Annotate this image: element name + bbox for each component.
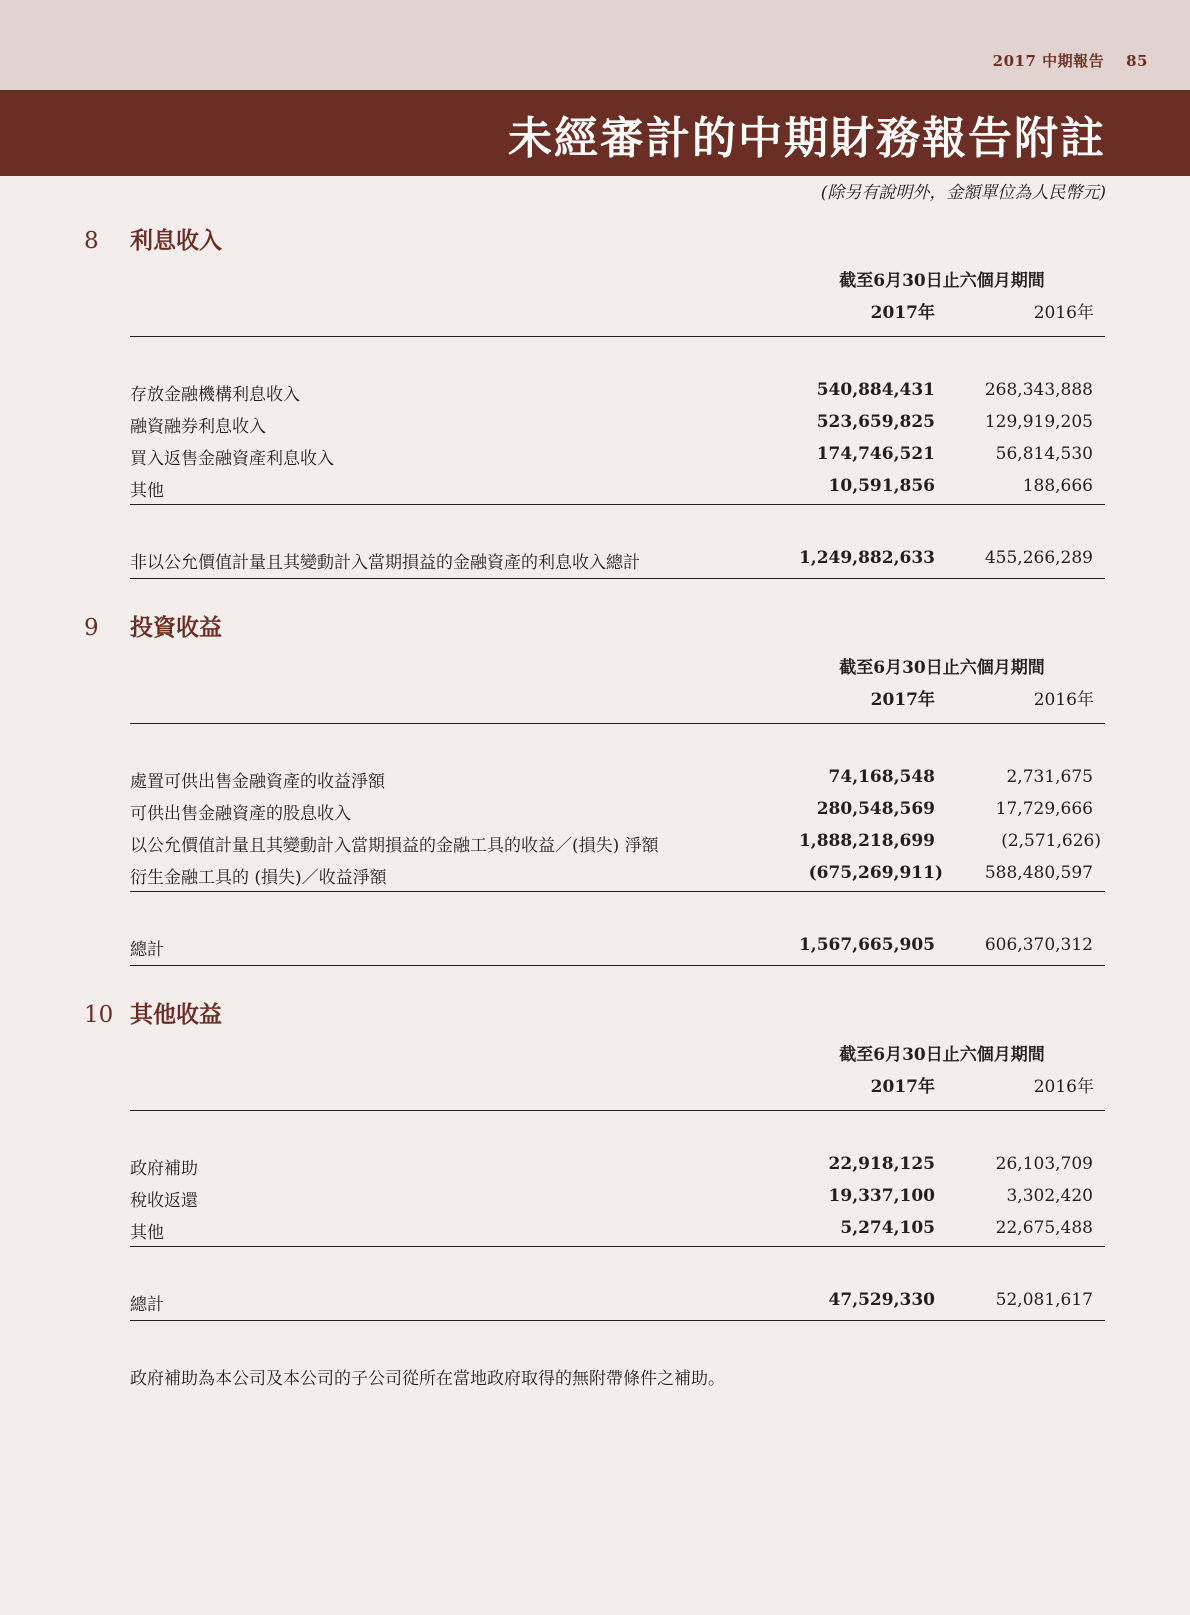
total-rule: [130, 578, 1105, 579]
table-row: [130, 831, 1105, 855]
table-row: [130, 380, 1105, 404]
unit-note: (除另有說明外，金額單位為人民幣元): [820, 183, 1106, 203]
page-number: 85: [1126, 52, 1148, 70]
row-value-current: 10,591,856: [828, 476, 935, 496]
row-label: 其他: [130, 481, 164, 501]
row-label: 以公允價值計量且其變動計入當期損益的金融工具的收益／(損失) 淨額: [130, 836, 659, 856]
section-number: 8: [84, 228, 99, 254]
row-value-prior: 129,919,205: [984, 412, 1093, 432]
row-value-current: 540,884,431: [816, 380, 935, 400]
row-value-prior: 26,103,709: [995, 1154, 1093, 1174]
table-row: [130, 767, 1105, 791]
row-value-current: 74,168,548: [828, 767, 935, 787]
running-header: [993, 50, 1148, 71]
row-label: 融資融券利息收入: [130, 417, 266, 437]
row-label: 存放金融機構利息收入: [130, 385, 300, 405]
row-value-current: 1,888,218,699: [798, 831, 935, 851]
row-value-current: 19,337,100: [828, 1186, 935, 1206]
total-row: [130, 1290, 1105, 1314]
report-label: 2017 中期報告: [992, 52, 1105, 70]
total-rule: [130, 1320, 1105, 1321]
section-title: 其他收益: [130, 1001, 222, 1028]
page-title: 未經審計的中期財務報告附註: [508, 113, 1106, 164]
subtotal-rule: [130, 1246, 1105, 1247]
period-header: 截至6月30日止六個月期間: [839, 1045, 1045, 1065]
row-value-prior: 188,666: [1022, 476, 1093, 496]
row-label: 政府補助: [130, 1159, 198, 1179]
subtotal-rule: [130, 504, 1105, 505]
header-band: [0, 0, 1190, 90]
row-label: 衍生金融工具的 (損失)／收益淨額: [130, 868, 387, 888]
total-value-prior: 455,266,289: [984, 548, 1093, 568]
total-label: 總計: [130, 940, 164, 960]
total-label: 總計: [130, 1295, 164, 1315]
row-label: 可供出售金融資產的股息收入: [130, 804, 351, 824]
total-value-current: 47,529,330: [828, 1290, 935, 1310]
row-value-current: 523,659,825: [816, 412, 935, 432]
total-value-prior: 52,081,617: [995, 1290, 1093, 1310]
row-value-current: 22,918,125: [828, 1154, 935, 1174]
table-row: [130, 863, 1105, 887]
year-current-header: 2017年: [870, 690, 935, 710]
total-label: 非以公允價值計量且其變動計入當期損益的金融資產的利息收入總計: [130, 553, 640, 573]
row-value-prior: 3,302,420: [1006, 1186, 1093, 1206]
row-value-prior: 268,343,888: [984, 380, 1093, 400]
row-value-prior: 588,480,597: [984, 863, 1093, 883]
year-prior-header: 2016年: [1033, 303, 1094, 323]
row-value-current: 174,746,521: [816, 444, 935, 464]
row-label: 買入返售金融資產利息收入: [130, 449, 334, 469]
section-heading: [84, 609, 222, 642]
period-header: 截至6月30日止六個月期間: [839, 658, 1045, 678]
total-value-current: 1,567,665,905: [798, 935, 935, 955]
year-prior-header: 2016年: [1033, 690, 1094, 710]
table-row: [130, 444, 1105, 468]
section-number: 10: [84, 1002, 114, 1028]
row-value-current: 5,274,105: [840, 1218, 935, 1238]
row-label: 處置可供出售金融資產的收益淨額: [130, 772, 385, 792]
total-rule: [130, 965, 1105, 966]
table-row: [130, 412, 1105, 436]
period-header: 截至6月30日止六個月期間: [839, 271, 1045, 291]
row-value-prior: 22,675,488: [995, 1218, 1093, 1238]
subtotal-rule: [130, 891, 1105, 892]
year-current-header: 2017年: [870, 1077, 935, 1097]
total-value-current: 1,249,882,633: [798, 548, 935, 568]
row-value-prior: 56,814,530: [995, 444, 1093, 464]
row-label: 稅收返還: [130, 1191, 198, 1211]
table-row: [130, 1186, 1105, 1210]
row-value-prior: 2,731,675: [1006, 767, 1093, 787]
header-rule: [130, 1110, 1105, 1111]
title-bar: [0, 90, 1190, 176]
header-rule: [130, 336, 1105, 337]
header-rule: [130, 723, 1105, 724]
row-value-prior: (2,571,626): [1001, 831, 1101, 851]
row-value-prior: 17,729,666: [995, 799, 1093, 819]
total-value-prior: 606,370,312: [984, 935, 1093, 955]
section-heading: [84, 996, 222, 1029]
table-row: [130, 799, 1105, 823]
footnote: 政府補助為本公司及本公司的子公司從所在當地政府取得的無附帶條件之補助。: [130, 1369, 725, 1389]
row-label: 其他: [130, 1223, 164, 1243]
total-row: [130, 935, 1105, 959]
total-row: [130, 548, 1105, 572]
year-prior-header: 2016年: [1033, 1077, 1094, 1097]
table-row: [130, 1154, 1105, 1178]
table-row: [130, 1218, 1105, 1242]
section-number: 9: [84, 615, 99, 641]
section-title: 投資收益: [130, 614, 222, 641]
row-value-current: (675,269,911): [808, 863, 943, 883]
year-current-header: 2017年: [870, 303, 935, 323]
section-title: 利息收入: [130, 227, 222, 254]
row-value-current: 280,548,569: [816, 799, 935, 819]
section-heading: [84, 222, 222, 255]
table-row: [130, 476, 1105, 500]
